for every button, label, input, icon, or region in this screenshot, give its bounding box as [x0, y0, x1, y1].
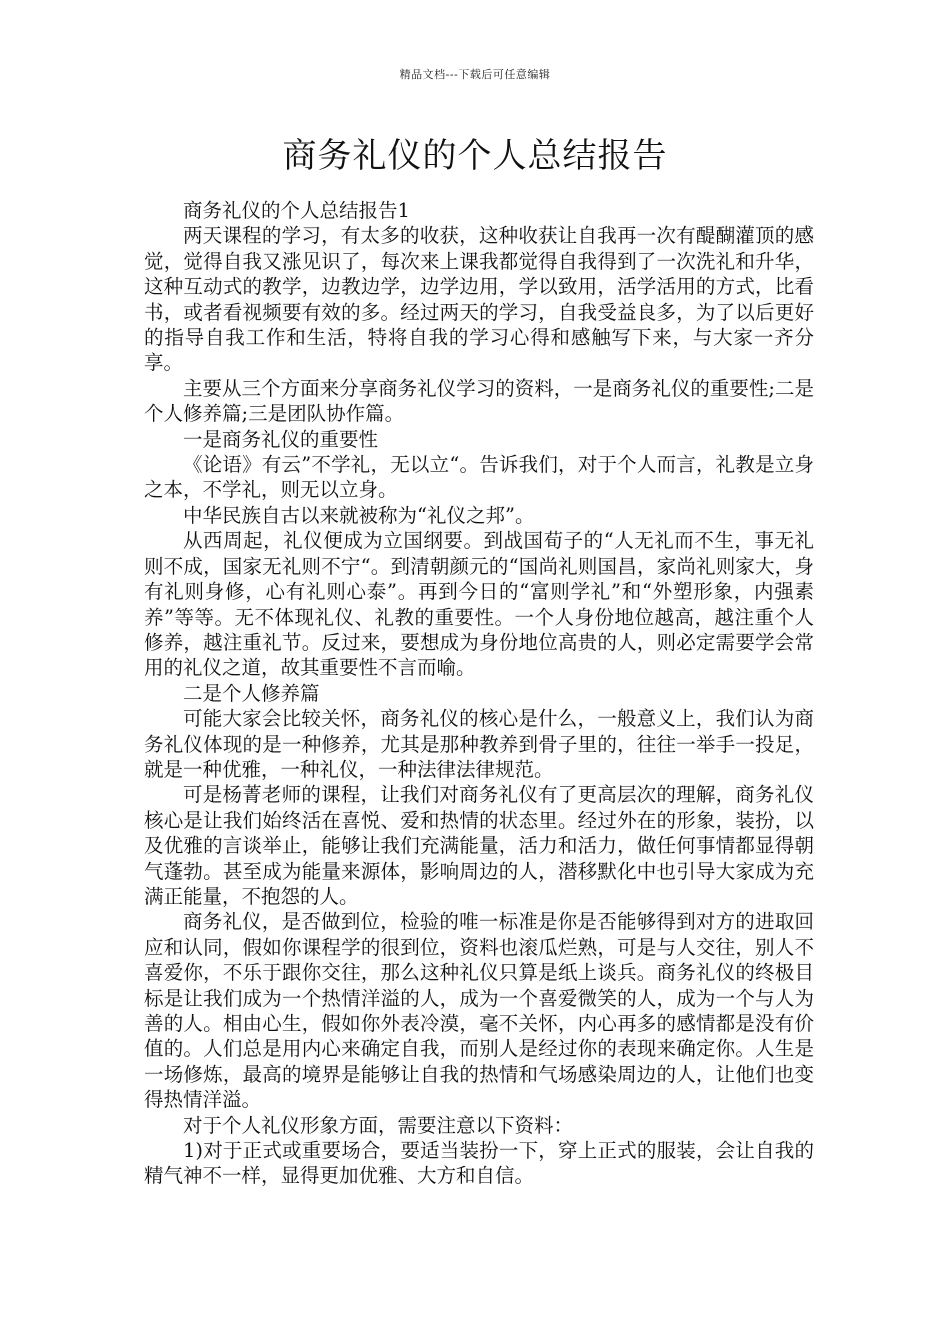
section-heading: 二是个人修养篇	[183, 681, 320, 705]
paragraph: 两天课程的学习，有太多的收获，这种收获让自我再一次有醍醐灌顶的感觉，觉得自我又涨见识了，每次来上课我都觉得自我得到了一次洗礼和升华，这种互动式的教学，边教边学，边学边用，学以致用，活学活用的方式，比看书，或者看视频要有效的多。经过两天的学习，自我受益良多，为了以后更好的指导自我工作和生活，特将自我的学习心得和感触写下来，与大家一齐分享。	[144, 224, 814, 375]
paragraph: 从西周起，礼仪便成为立国纲要。到战国荀子的“人无礼而不生，事无礼则不成，国家无礼则不宁“。到清朝颜元的“国尚礼则国昌，家尚礼则家大，身有礼则身修，心有礼则心泰”。再到今日的“富则学礼”和“外塑形象，内强素养”等等。无不体现礼仪、礼教的重要性。一个人身份地位越高，越注重个人修养，越注重礼节。反过来，要想成为身份地位高贵的人，则必定需要学会常用的礼仪之道，故其重要性不言而喻。	[144, 529, 814, 680]
header-note: 精品文档---下载后可任意编辑	[399, 68, 551, 81]
paragraph: 1)对于正式或重要场合，要适当装扮一下，穿上正式的服装，会让自我的精气神不一样，显得更加优雅、大方和自信。	[144, 1139, 814, 1188]
paragraph: 商务礼仪，是否做到位，检验的唯一标准是你是否能够得到对方的进取回应和认同，假如你课程学的很到位，资料也滚瓜烂熟，可是与人交往，别人不喜爱你，不乐于跟你交往，那么这种礼仪只算是纸上谈兵。商务礼仪的终极目标是让我们成为一个热情洋溢的人，成为一个喜爱微笑的人，成为一个与人为善的人。相由心生，假如你外表冷漠，毫不关怀，内心再多的感情都是没有价值的。人们总是用内心来确定自我，而别人是经过你的表现来确定你。人生是一场修炼，最高的境界是能够让自我的热情和气场感染周边的人，让他们也变得热情洋溢。	[144, 910, 814, 1112]
paragraph: 可是杨菁老师的课程，让我们对商务礼仪有了更高层次的理解，商务礼仪核心是让我们始终活在喜悦、爱和热情的状态里。经过外在的形象，装扮，以及优雅的言谈举止，能够让我们充满能量，活力和活力，做任何事情都显得朝气蓬勃。甚至成为能量来源体，影响周边的人，潜移默化中也引导大家成为充满正能量，不抱怨的人。	[144, 783, 814, 908]
paragraph: 主要从三个方面来分享商务礼仪学习的资料，一是商务礼仪的重要性;二是个人修养篇;三是团队协作篇。	[144, 376, 814, 426]
document-body	[144, 198, 814, 1189]
paragraph: 《论语》有云”不学礼，无以立“。告诉我们，对于个人而言，礼教是立身之本，不学礼，则无以立身。	[144, 453, 814, 502]
paragraph-subtitle: 商务礼仪的个人总结报告1	[183, 199, 410, 222]
section-heading: 一是商务礼仪的重要性	[183, 427, 379, 451]
paragraph: 可能大家会比较关怀，商务礼仪的核心是什么，一般意义上，我们认为商务礼仪体现的是一种修养，尤其是那种教养到骨子里的，往往一举手一投足，就是一种优雅，一种礼仪，一种法律法律规范。	[144, 707, 814, 781]
paragraph: 中华民族自古以来就被称为“礼仪之邦”。	[183, 503, 535, 527]
paragraph: 对于个人礼仪形象方面，需要注意以下资料：	[183, 1113, 574, 1137]
document-title: 商务礼仪的个人总结报告	[282, 136, 668, 176]
